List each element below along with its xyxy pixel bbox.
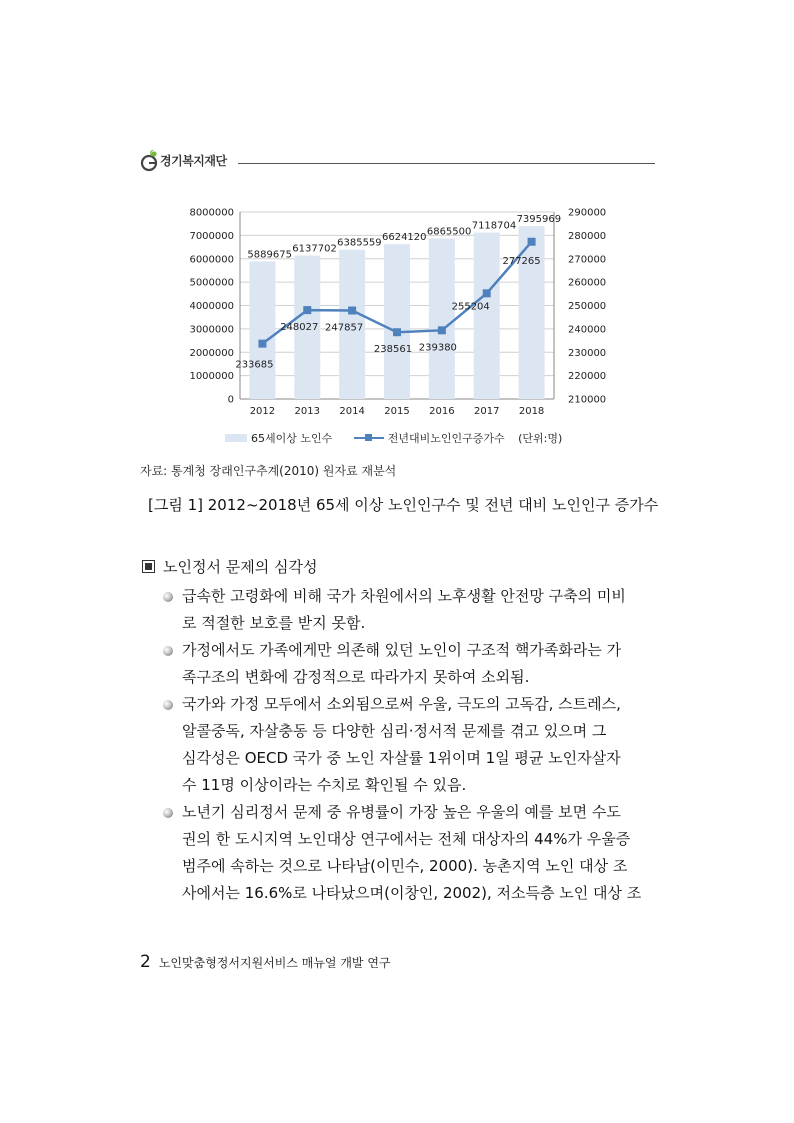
bullet-item	[162, 583, 656, 637]
bullet-line: 사에서는 16.6%로 나타났으며(이창인, 2002), 저소득층 노인 대상 조	[182, 884, 642, 902]
line-point	[438, 326, 446, 334]
bullet-line: 족구조의 변화에 감정적으로 따라가지 못하여 소외됨.	[182, 668, 530, 686]
bullet-line: 알콜중독, 자살충동 등 다양한 심리‧정서적 문제를 겪고 있으며 그	[182, 722, 607, 740]
page-header	[140, 148, 655, 178]
y-left-tick-label: 1000000	[189, 371, 234, 383]
x-tick-label: 2014	[339, 406, 365, 417]
line-value-label: 248027	[280, 322, 319, 334]
logo-text: 경기복지재단	[160, 154, 227, 168]
footer-title: 노인맞춤형정서지원서비스 매뉴얼 개발 연구	[158, 956, 391, 970]
line-point	[393, 328, 401, 336]
line-value-label: 238561	[373, 344, 413, 356]
bar-value-label: 5889675	[247, 249, 292, 261]
bar	[384, 244, 410, 399]
y-left-tick-label: 3000000	[189, 324, 234, 336]
section-heading	[142, 556, 317, 577]
x-tick-label: 2017	[473, 406, 500, 417]
line-value-label: 277265	[502, 255, 541, 267]
bullet-icon	[163, 592, 173, 602]
chart-svg	[178, 200, 618, 425]
bullet-line: 로 적절한 보호를 받지 못함.	[182, 614, 366, 632]
chart-legend	[225, 430, 562, 446]
bar-value-label: 6624120	[381, 232, 427, 244]
y-right-tick-label: 260000	[568, 277, 607, 289]
line-point	[303, 306, 311, 314]
bullet-icon	[163, 808, 173, 818]
section-title: 노인정서 문제의 심각성	[163, 558, 318, 576]
bullet-line: 급속한 고령화에 비해 국가 차원에서의 노후생활 안전망 구축의 미비	[182, 587, 626, 605]
y-right-tick-label: 290000	[568, 207, 607, 219]
y-right-tick-label: 270000	[568, 254, 607, 266]
y-left-tick-label: 5000000	[189, 277, 234, 289]
x-tick-label: 2013	[294, 406, 321, 417]
chart-source: 자료: 통계청 장래인구추계(2010) 원자료 재분석	[140, 464, 397, 478]
x-tick-label: 2018	[518, 406, 545, 417]
y-right-tick-label: 240000	[568, 324, 607, 336]
x-tick-label: 2016	[429, 406, 455, 417]
bar	[429, 239, 455, 399]
line-point	[258, 340, 266, 348]
page-number: 2	[140, 952, 151, 972]
section-square-icon	[142, 560, 155, 573]
x-tick-label: 2015	[384, 406, 410, 417]
bullet-line: 노년기 심리정서 문제 중 유병률이 가장 높은 우울의 예를 보면 수도	[182, 803, 621, 821]
legend-line-swatch	[354, 434, 384, 442]
header-rule	[238, 163, 655, 164]
y-right-tick-label: 220000	[568, 371, 607, 383]
bullet-list	[162, 583, 656, 907]
line-value-label: 233685	[235, 359, 274, 371]
bullet-item	[162, 637, 656, 691]
chart-unit: (단위:명)	[518, 432, 563, 445]
y-right-tick-label: 250000	[568, 301, 607, 312]
bullet-icon	[163, 700, 173, 710]
bullet-line: 국가와 가정 모두에서 소외됨으로써 우울, 극도의 고독감, 스트레스,	[182, 695, 621, 713]
foundation-logo-icon	[140, 150, 160, 172]
bar-value-label: 7118704	[471, 220, 517, 232]
bullet-line: 수 11명 이상이라는 수치로 확인될 수 있음.	[182, 776, 467, 794]
chart	[178, 200, 618, 455]
bullet-line: 심각성은 OECD 국가 중 노인 자살률 1위이며 1일 평균 노인자살자	[182, 749, 621, 767]
bullet-item	[162, 691, 656, 799]
bar-value-label: 6137702	[292, 243, 337, 255]
y-left-tick-label: 4000000	[189, 301, 234, 312]
page-footer	[140, 952, 391, 972]
line-point	[483, 289, 491, 297]
bar-value-label: 7395969	[516, 214, 562, 226]
legend-bar-label: 65세이상 노인수	[251, 432, 333, 445]
line-value-label: 255204	[451, 301, 490, 313]
legend-line-label: 전년대비노인인구증가수	[387, 432, 505, 445]
y-right-tick-label: 280000	[568, 230, 607, 242]
foundation-logo	[140, 150, 240, 176]
legend-bar-swatch	[225, 434, 247, 442]
bullet-item	[162, 799, 656, 907]
bullet-icon	[163, 646, 173, 656]
bullet-line: 가정에서도 가족에게만 의존해 있던 노인이 구조적 핵가족화라는 가	[182, 641, 622, 659]
x-tick-label: 2012	[249, 406, 276, 417]
figure-caption: [그림 1] 2012~2018년 65세 이상 노인인구수 및 전년 대비 노인인구 증가수	[148, 496, 659, 514]
bullet-line: 권의 한 도시지역 노인대상 연구에서는 전체 대상자의 44%가 우울증	[182, 830, 631, 848]
y-left-tick-label: 8000000	[189, 207, 234, 219]
y-right-tick-label: 230000	[568, 347, 607, 359]
line-value-label: 247857	[325, 322, 364, 334]
line-value-label: 239380	[418, 342, 457, 354]
y-left-tick-label: 6000000	[189, 254, 234, 266]
bar	[249, 261, 275, 399]
line-point	[528, 238, 536, 246]
y-left-tick-label: 7000000	[189, 230, 234, 242]
y-right-tick-label: 210000	[568, 394, 607, 406]
bar-value-label: 6865500	[426, 226, 472, 238]
line-point	[348, 307, 356, 315]
bullet-line: 범주에 속하는 것으로 나타남(이민수, 2000). 농촌지역 노인 대상 조	[182, 857, 628, 875]
y-left-tick-label: 0	[227, 394, 234, 406]
bar-value-label: 6385559	[337, 237, 382, 249]
bar	[474, 233, 500, 399]
y-left-tick-label: 2000000	[189, 347, 234, 359]
